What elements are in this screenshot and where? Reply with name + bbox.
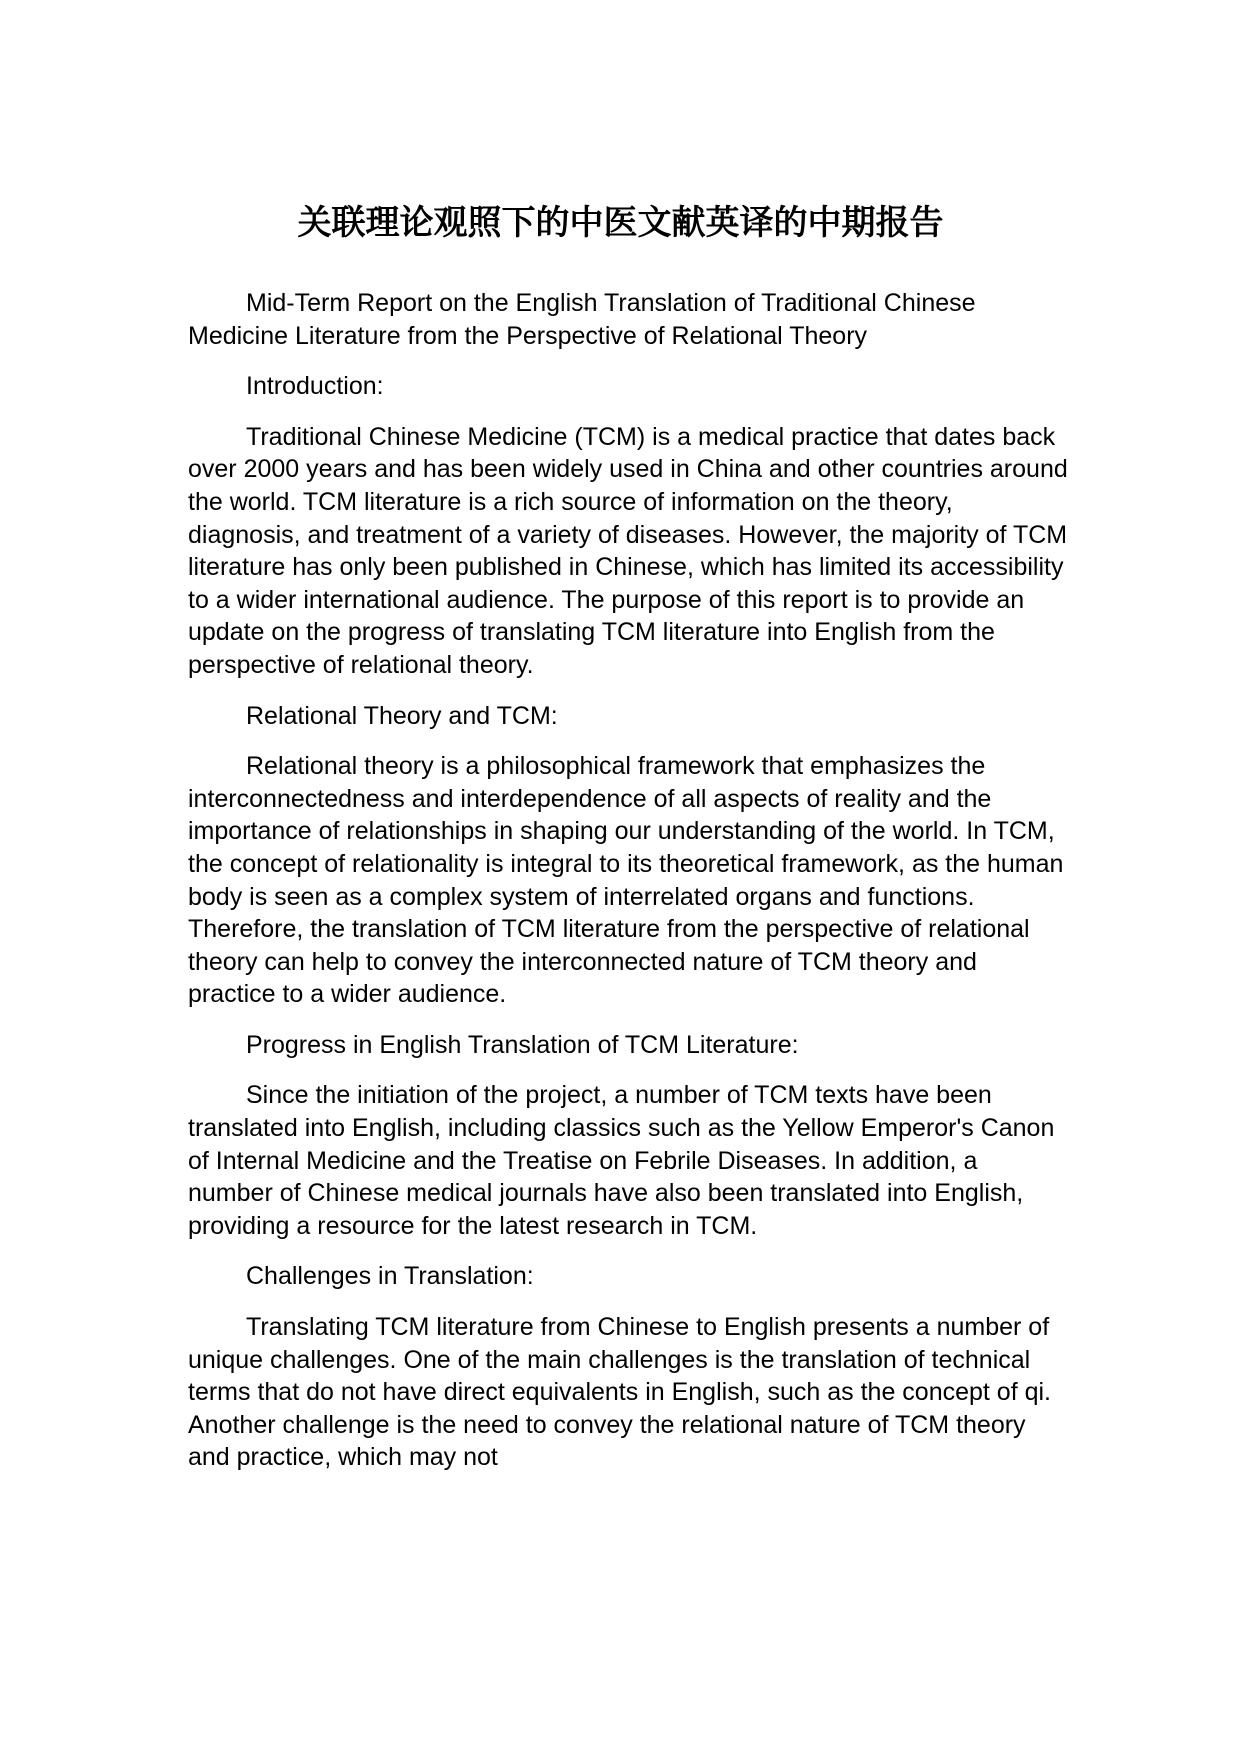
section-heading-introduction: Introduction: — [246, 372, 384, 401]
document-title: 关联理论观照下的中医文献英译的中期报告 — [297, 202, 944, 243]
section-heading-challenges: Challenges in Translation: — [246, 1262, 534, 1291]
paragraph-relational-theory: Relational theory is a philosophical framework that emphasizes the interconnectedness and interdependence of all aspects of reality and the importance of relationships in shaping our understanding of the world. In TCM, the concept of relationality is integral to its theoretical framework, as the human body is seen as a complex system of interrelated organs and functions. Therefore, the translation of TCM literature from the perspective of relational theory can help to convey the interconnected nature of TCM theory and practice to a wider audience. — [188, 752, 1064, 1009]
document-body — [188, 287, 1068, 1492]
paragraph-progress: Since the initiation of the project, a number of TCM texts have been translated into English, including classics such as the Yellow Emperor's Canon of Internal Medicine and the Treatise on Febrile Diseases. In addition, a number of Chinese medical journals have also been translated into English, providing a resource for the latest research in TCM. — [188, 1081, 1055, 1240]
paragraph-challenges: Translating TCM literature from Chinese to English presents a number of unique challenges. One of the main challenges is the translation of technical terms that do not have direct equivalents in English, such as the concept of qi. Another challenge is the need to convey the relational nature of TCM theory and practice, which may not — [188, 1313, 1052, 1472]
paragraph-introduction: Traditional Chinese Medicine (TCM) is a medical practice that dates back over 2000 years and has been widely used in China and other countries around the world. TCM literature is a rich source of information on the theory, diagnosis, and treatment of a variety of diseases. However, the majority of TCM literature has only been published in Chinese, which has limited its accessibility to a wider international audience. The purpose of this report is to provide an update on the progress of translating TCM literature into English from the perspective of relational theory. — [188, 422, 1068, 679]
section-heading-progress: Progress in English Translation of TCM Literature: — [246, 1030, 799, 1059]
english-title-paragraph: Mid-Term Report on the English Translation of Traditional Chinese Medicine Literature from the Perspective of Relational Theory — [188, 289, 976, 350]
section-heading-relational-theory: Relational Theory and TCM: — [246, 701, 558, 730]
